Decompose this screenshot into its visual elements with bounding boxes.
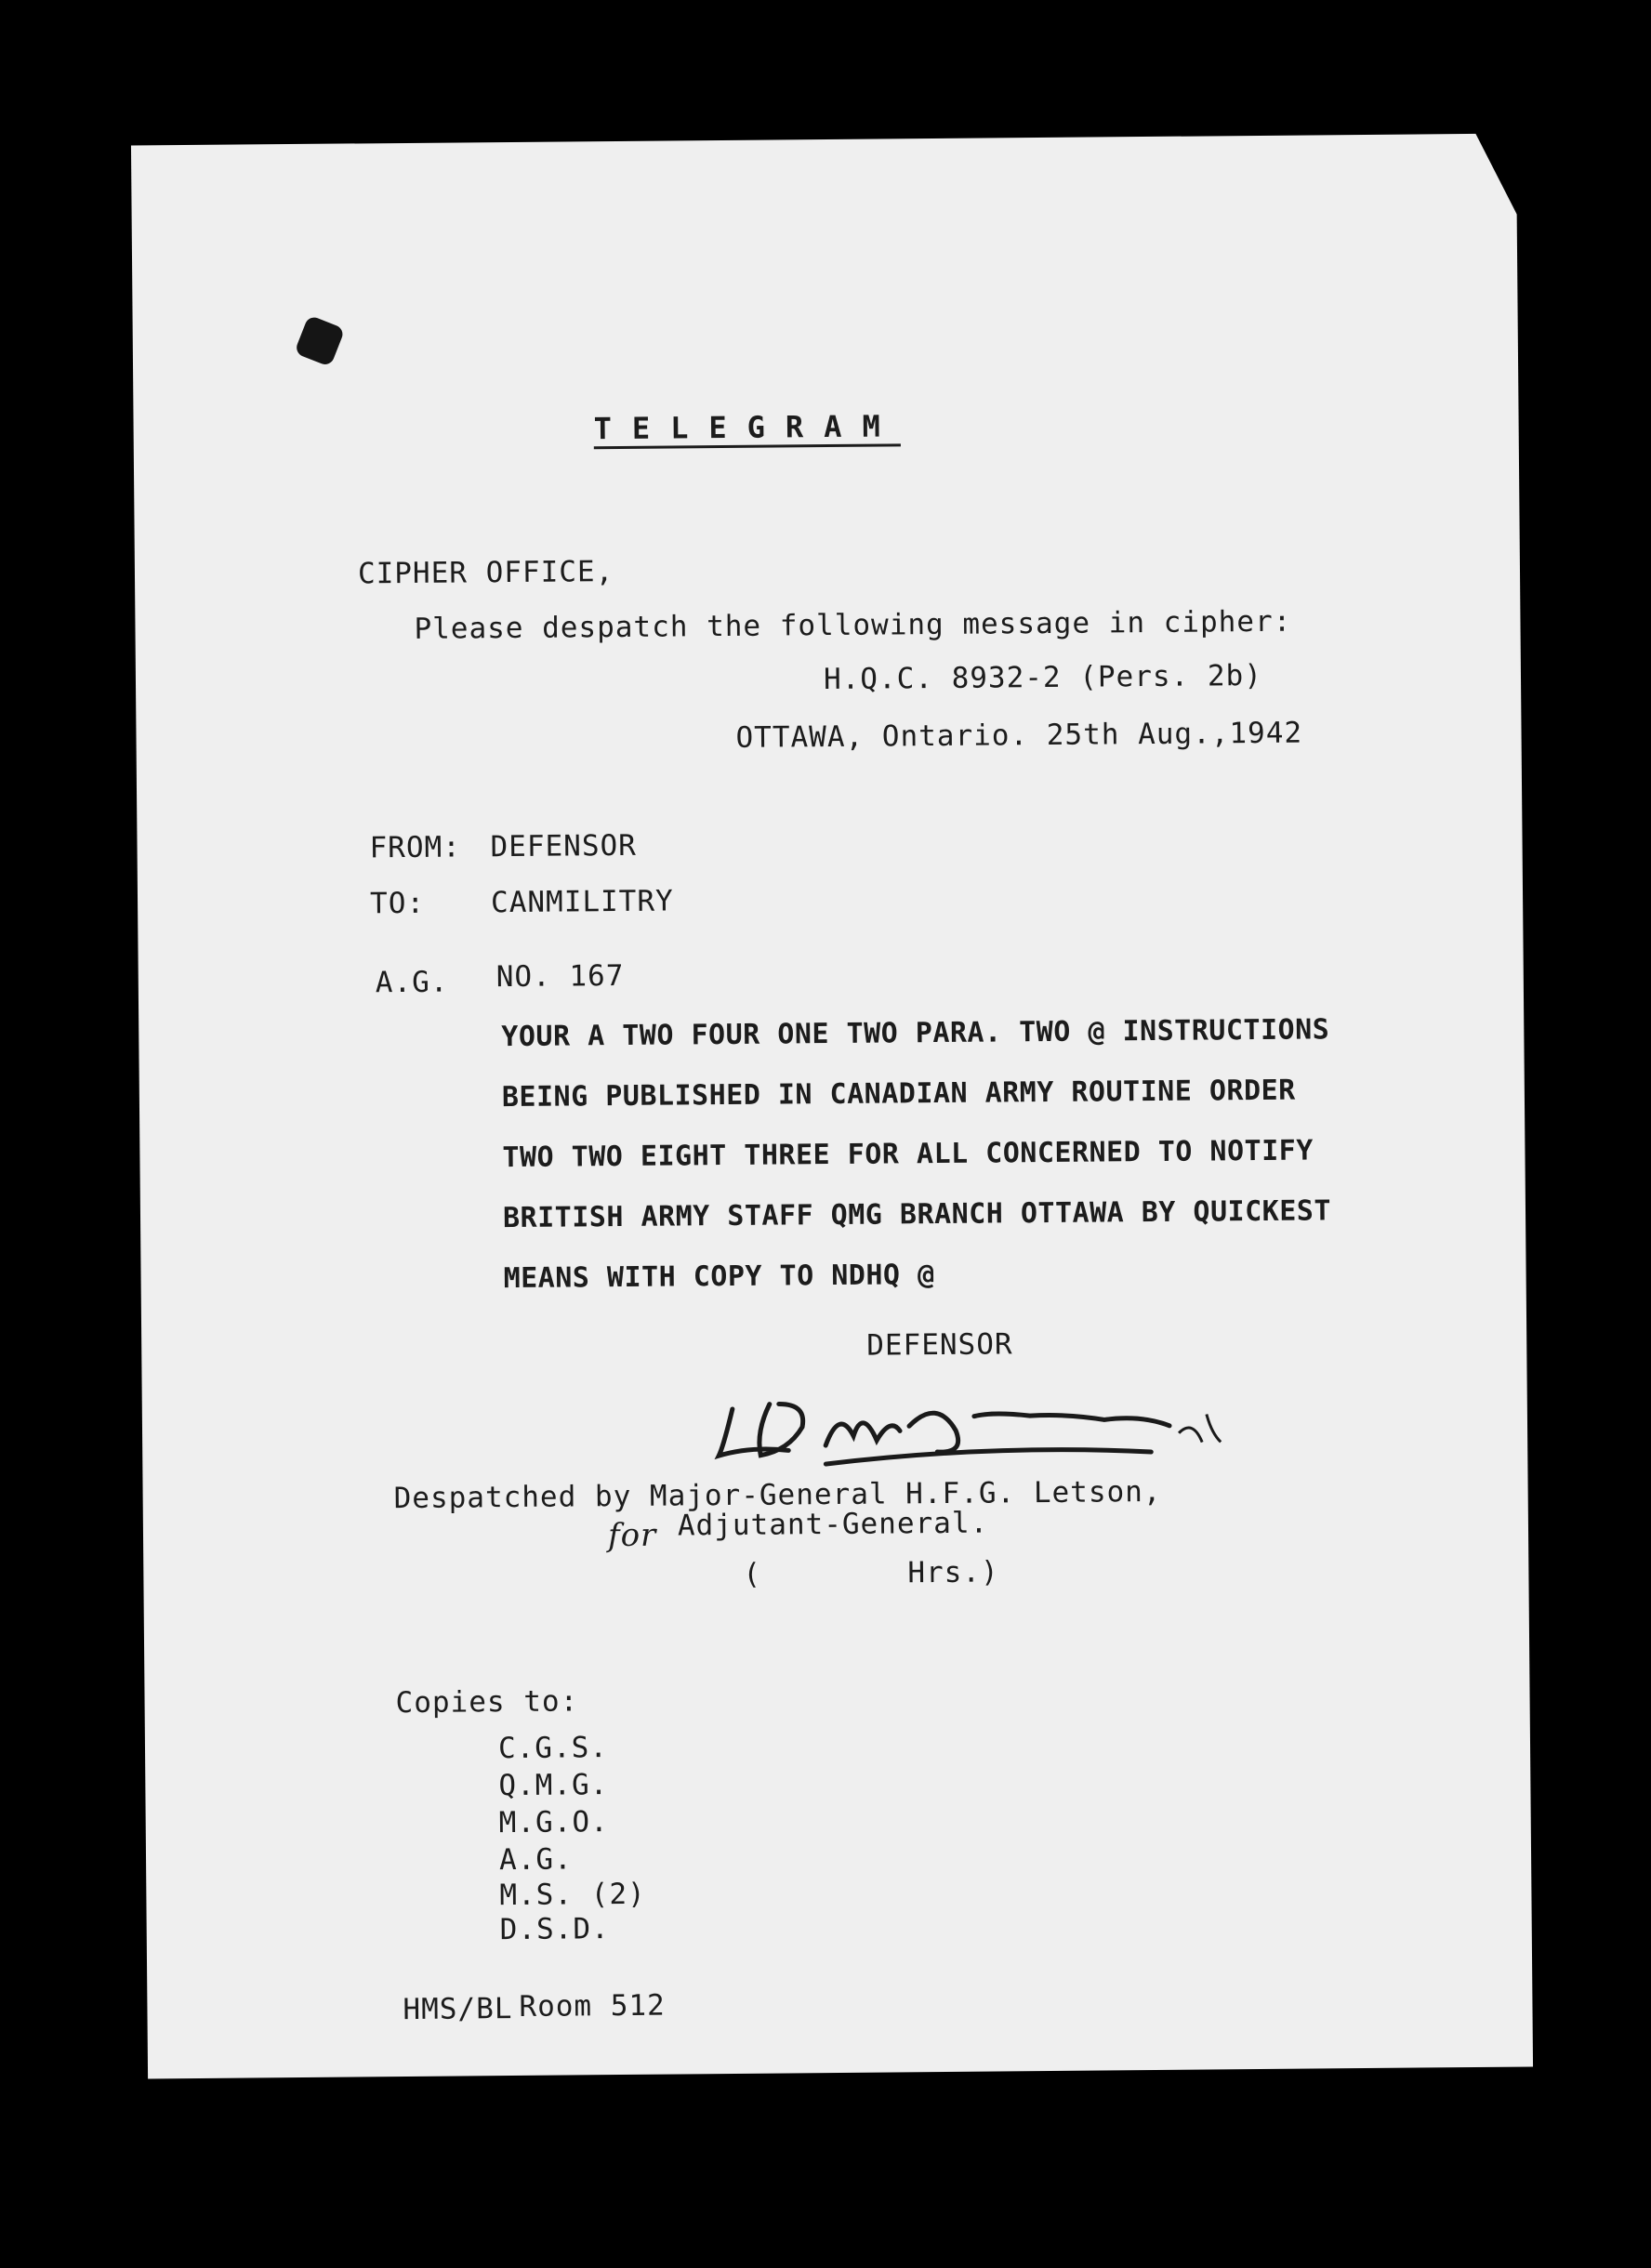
copy-recipient: Q.M.G. [498, 1768, 609, 1803]
sign-off: DEFENSOR [866, 1327, 1013, 1363]
message-line: YOUR A TWO FOUR ONE TWO PARA. TWO @ INSTRUCTIONS [501, 1013, 1330, 1054]
instruction: Please despatch the following message in cipher: [414, 604, 1292, 646]
file-reference: H.Q.C. 8932-2 (Pers. 2b) [823, 658, 1263, 697]
to-value: CANMILITRY [490, 884, 674, 920]
copy-recipient: M.S. (2) [499, 1877, 646, 1913]
copies-label: Copies to: [395, 1684, 579, 1721]
handwritten-signature [714, 1377, 1235, 1470]
addressee: CIPHER OFFICE, [357, 555, 614, 591]
copy-recipient: A.G. [498, 1842, 573, 1878]
to-label: TO: [369, 886, 426, 921]
room-number: Room 512 [519, 1988, 666, 2024]
copy-recipient: C.G.S. [497, 1731, 609, 1766]
torn-corner [1475, 133, 1518, 217]
message-line: BRITISH ARMY STAFF QMG BRANCH OTTAWA BY QUICKEST [502, 1194, 1332, 1235]
for-mark: for [607, 1516, 657, 1555]
message-line: MEANS WITH COPY TO NDHQ @ [503, 1259, 935, 1296]
copy-recipient: M.G.O. [498, 1805, 609, 1840]
typist-initials: HMS/BL [403, 1992, 513, 2027]
ag-label: A.G. [375, 965, 449, 1000]
hours-field: ( Hrs.) [743, 1555, 999, 1591]
telegram-title: TELEGRAM [593, 408, 901, 447]
telegram-paper [131, 134, 1533, 2079]
despatch-title: Adjutant-General. [677, 1506, 989, 1543]
ag-number: NO. 167 [495, 958, 625, 995]
from-label: FROM: [369, 830, 462, 865]
copy-recipient: D.S.D. [499, 1912, 610, 1947]
message-line: TWO TWO EIGHT THREE FOR ALL CONCERNED TO NOTIFY [502, 1134, 1314, 1175]
from-value: DEFENSOR [490, 828, 638, 864]
message-line: BEING PUBLISHED IN CANADIAN ARMY ROUTINE ORDER [501, 1074, 1296, 1114]
place-date: OTTAWA, Ontario. 25th Aug.,1942 [735, 716, 1303, 755]
punch-hole [294, 315, 345, 367]
despatched-by: Despatched by Major-General H.F.G. Letson, [393, 1474, 1162, 1516]
